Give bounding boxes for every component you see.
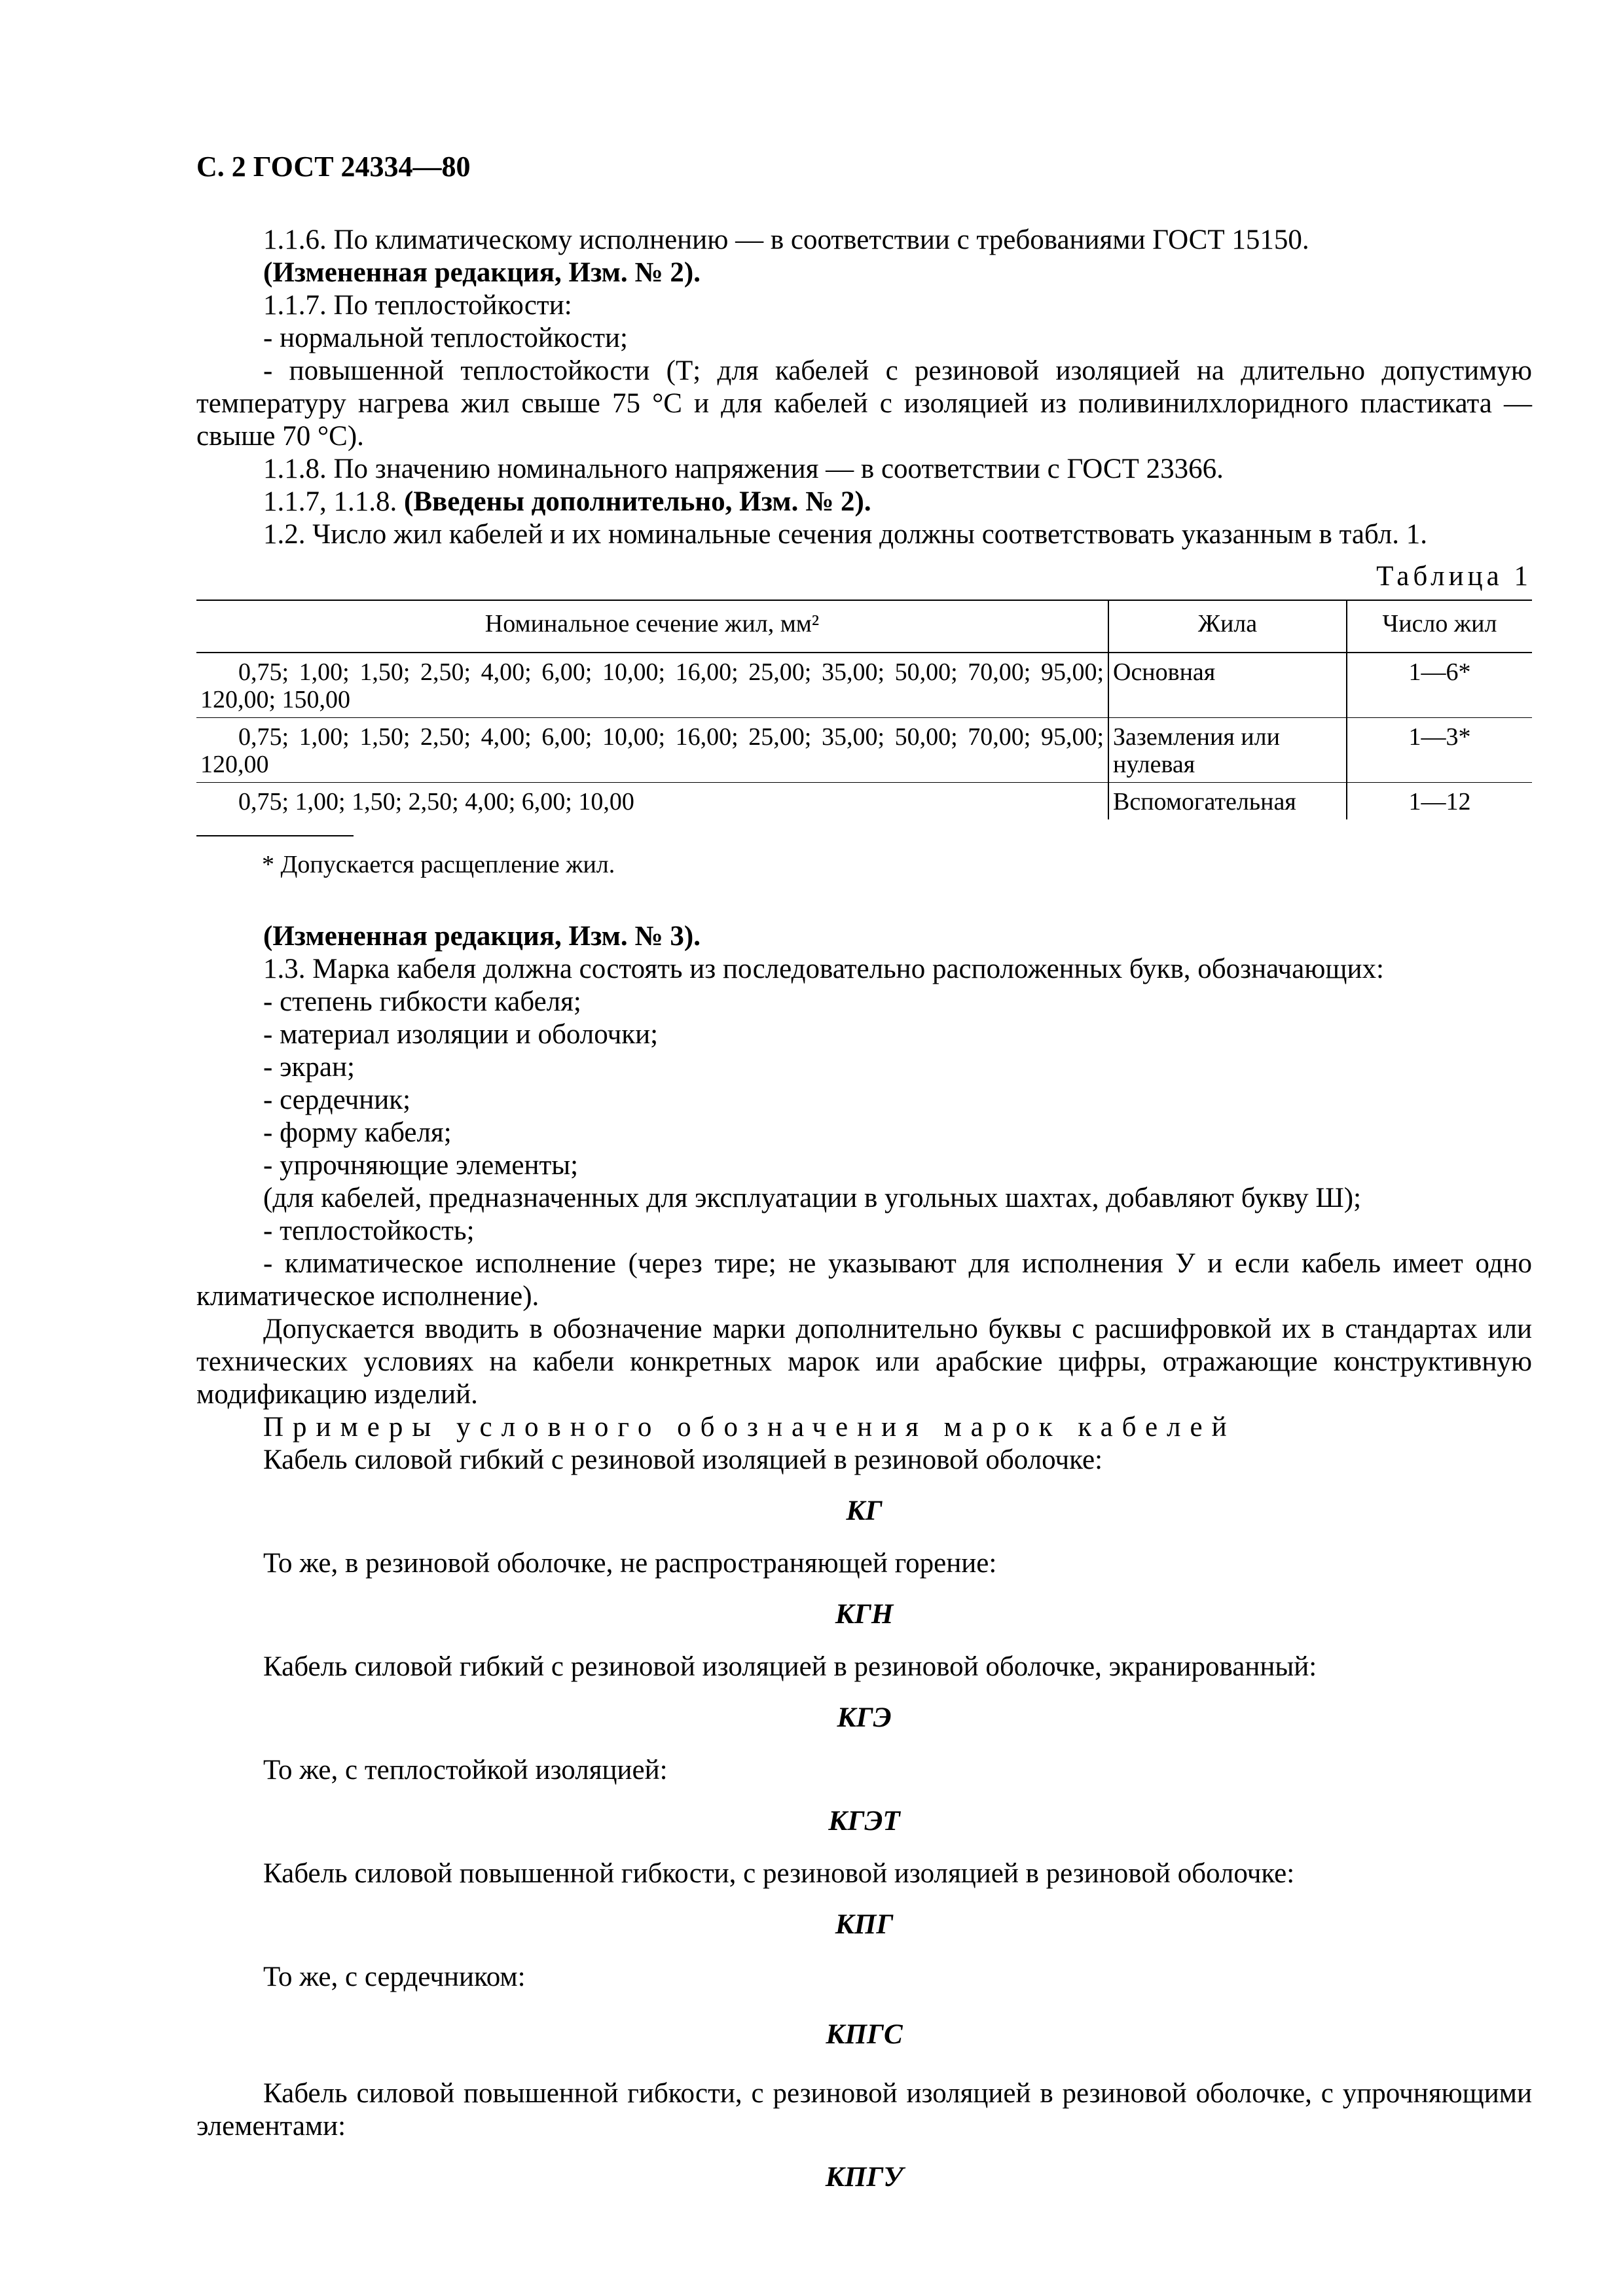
cell-count: 1—12 <box>1347 783 1532 820</box>
cell-count: 1—6* <box>1347 653 1532 718</box>
header-count: Число жил <box>1347 600 1532 653</box>
examples-title: Примеры условного обозначения марок кабелей <box>263 1412 1236 1443</box>
example-description: Кабель силовой гибкий с резиновой изоляцией в резиновой оболочке, экранированный: <box>263 1651 1317 1682</box>
list-item: - материал изоляции и оболочки; <box>263 1019 659 1050</box>
clause-1-1-7: 1.1.7. По теплостойкости: <box>263 290 572 321</box>
clause-1-1-6: 1.1.6. По климатическому исполнению — в соответствии с требованиями ГОСТ 15150. <box>263 224 1309 255</box>
cell-count: 1—3* <box>1347 718 1532 783</box>
cell-section: 0,75; 1,00; 1,50; 2,50; 4,00; 6,00; 10,00; 16,00; 25,00; 35,00; 50,00; 70,00; 95,00; 120,00 <box>196 718 1108 783</box>
list-item: - климатическое исполнение (через тире; не указывают для исполнения У и если кабель имеет одно климатическое исполнение). <box>196 1248 1532 1312</box>
table-title: Таблица 1 <box>1376 561 1532 592</box>
clause-1-3: 1.3. Марка кабеля должна состоять из последовательно расположенных букв, обозначающих: <box>263 954 1384 984</box>
table-header-row <box>196 600 1532 653</box>
page-header: С. 2 ГОСТ 24334—80 <box>196 151 471 183</box>
clause-1-1-6-amendment: (Измененная редакция, Изм. № 2). <box>263 257 701 288</box>
example-mark: КГ <box>846 1496 883 1526</box>
example-description: То же, с теплостойкой изоляцией: <box>263 1755 668 1785</box>
header-core: Жила <box>1108 600 1347 653</box>
list-item: - экран; <box>263 1052 355 1083</box>
clause-1-3-additional: Допускается вводить в обозначение марки дополнительно буквы с расшифровкой их в стандартах или технических условиях на кабели конкретных марок или арабские цифры, отражающие конструктивную модификацию изделий. <box>196 1314 1532 1410</box>
clause-1-3-amendment: (Измененная редакция, Изм. № 3). <box>263 921 701 952</box>
list-item: - форму кабеля; <box>263 1117 452 1148</box>
header-section: Номинальное сечение жил, мм² <box>196 600 1108 653</box>
clause-1-1-8: 1.1.8. По значению номинального напряжения — в соответствии с ГОСТ 23366. <box>263 454 1224 484</box>
cell-core: Основная <box>1108 653 1347 718</box>
list-item: (для кабелей, предназначенных для эксплуатации в угольных шахтах, добавляют букву Ш); <box>263 1183 1362 1213</box>
example-description: То же, с сердечником: <box>263 1962 526 1992</box>
table-footnote: * Допускается расщепление жил. <box>262 851 615 878</box>
example-mark: КГЭТ <box>828 1806 900 1837</box>
clause-1-1-8-note: (Введены дополнительно, Изм. № 2). <box>404 486 871 517</box>
clause-1-1-8-amendment <box>196 486 1532 518</box>
list-item: - степень гибкости кабеля; <box>263 986 581 1017</box>
example-mark: КГН <box>835 1599 894 1630</box>
example-description: Кабель силовой повышенной гибкости, с резиновой изоляцией в резиновой оболочке: <box>263 1858 1295 1889</box>
example-description: То же, в резиновой оболочке, не распространяющей горение: <box>263 1548 997 1579</box>
list-item: - теплостойкость; <box>263 1215 475 1246</box>
table-row <box>196 783 1532 820</box>
table-row <box>196 718 1532 783</box>
example-description: Кабель силовой гибкий с резиновой изоляцией в резиновой оболочке: <box>263 1444 1103 1475</box>
clause-1-1-8-ref: 1.1.7, 1.1.8. <box>263 486 397 517</box>
document-page <box>196 151 1532 2214</box>
footnote-divider <box>196 835 354 836</box>
example-description: Кабель силовой повышенной гибкости, с резиновой изоляцией в резиновой оболочке, с упрочняющими элементами: <box>196 2078 1532 2142</box>
example-mark: КПГС <box>826 2019 903 2050</box>
clause-1-2: 1.2. Число жил кабелей и их номинальные сечения должны соответствовать указанным в табл. 1. <box>263 519 1427 550</box>
example-mark: КПГУ <box>825 2162 903 2193</box>
cell-section: 0,75; 1,00; 1,50; 2,50; 4,00; 6,00; 10,00 <box>238 788 634 816</box>
cell-section: 0,75; 1,00; 1,50; 2,50; 4,00; 6,00; 10,00; 16,00; 25,00; 35,00; 50,00; 70,00; 95,00; 120,00; 150,00 <box>196 653 1108 718</box>
table-row <box>196 653 1532 718</box>
clause-1-1-7-item-normal: - нормальной теплостойкости; <box>263 323 629 353</box>
cell-core: Вспомогательная <box>1108 783 1347 820</box>
list-item: - упрочняющие элементы; <box>263 1150 579 1181</box>
table-1 <box>196 600 1532 819</box>
example-mark: КПГ <box>835 1909 894 1940</box>
cell-core: Заземления или нулевая <box>1108 718 1347 783</box>
list-item: - сердечник; <box>263 1085 411 1115</box>
example-mark: КГЭ <box>837 1702 892 1733</box>
clause-1-1-7-item-high: - повышенной теплостойкости (Т; для кабелей с резиновой изоляцией на длительно допустимую температуру нагрева жил свыше 75 °С и для кабелей с изоляцией из поливинилхлоридного пластиката — свыше 70 °С). <box>196 355 1532 452</box>
